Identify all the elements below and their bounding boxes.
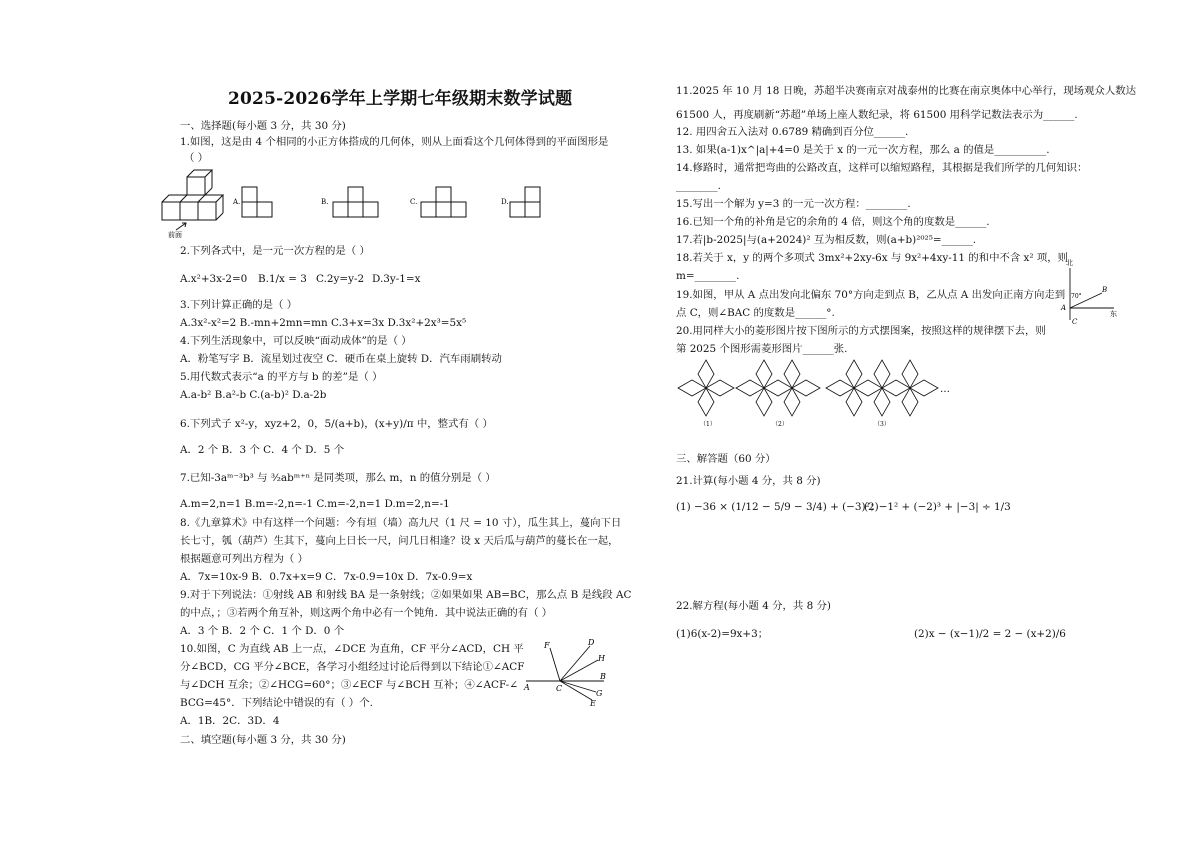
q2-option-b: B.1/x = 3 xyxy=(258,273,307,285)
question-2-text: 2.下列各式中，是一元一次方程的是（ ） xyxy=(180,245,370,257)
q2-option-d: D.3y-1=x xyxy=(372,273,421,285)
q2-option-c: C.2y=y-2 xyxy=(316,273,365,285)
question-1-text: 1.如图，这是由 4 个相同的小正方体搭成的几何体，则从上面看这个几何体得到的平面图形是 xyxy=(180,136,609,148)
q1-option-d-figure xyxy=(510,187,540,217)
section-heading-solve: 三、解答题（60 分） xyxy=(676,453,776,465)
question-10-line-1: 10.如图，C 为直线 AB 上一点，∠DCE 为直角，CF 平分∠ACD，CH 平 xyxy=(180,643,524,655)
q1-option-d-label: D. xyxy=(501,198,509,206)
question-8-options: A．7x=10x-9 B．0.7x+x=9 C．7x-0.9=10x D．7x-0.9=x xyxy=(180,571,473,583)
question-21-text: 21.计算(每小题 4 分，共 8 分) xyxy=(676,475,821,487)
question-8-line-2: 长七寸，瓠（葫芦）生其下，蔓向上日长一尺，问几日相逢？设 x 天后瓜与葫芦的蔓长在一起， xyxy=(180,535,619,547)
question-9-options: A．3 个 B．2 个 C．1 个 D．0 个 xyxy=(180,625,345,637)
page-title: 2025-2026学年上学期七年级期末数学试题 xyxy=(228,89,573,109)
question-5-options: A.a-b² B.a²-b C.(a-b)² D.a-2b xyxy=(180,389,327,401)
angle-70-label: 70° xyxy=(1071,293,1082,300)
east-label: 东 xyxy=(1110,310,1117,318)
question-10-line-4: BCG=45°．下列结论中错误的有（ ）个. xyxy=(180,697,373,709)
question-12-text: 12. 用四舍五入法对 0.6789 精确到百分位______. xyxy=(676,126,909,138)
pattern-2 xyxy=(736,360,820,416)
question-18-line-2: m=________. xyxy=(676,270,740,282)
question-19-line-1: 19.如图，甲从 A 点出发向北偏东 70°方向走到点 B，乙从点 A 出发向正南方向走到 xyxy=(676,289,1066,301)
rhombus-pattern xyxy=(676,358,966,430)
q1-option-a-label: A. xyxy=(233,198,241,206)
label-g: G xyxy=(596,689,603,698)
question-15-text: 15.写出一个解为 y=3 的一元一次方程：________. xyxy=(676,198,911,210)
question-17-text: 17.若|b-2025|与(a+2024)² 互为相反数，则(a+b)²⁰²⁵=______. xyxy=(676,234,977,246)
q1-option-b-label: B. xyxy=(321,198,329,206)
question-20-line-1: 20.用同样大小的菱形图片按下图所示的方式摆图案，按照这样的规律摆下去，则 xyxy=(676,325,1046,337)
question-18-line-1: 18.若关于 x，y 的两个多项式 3mx²+2xy-6x 与 9x²+4xy-11 的和中不含 x² 项，则 xyxy=(676,252,1069,264)
question-8-line-3: 根据题意可列出方程为（ ） xyxy=(180,553,308,565)
question-6-options: A．2 个 B．3 个 C．4 个 D．5 个 xyxy=(180,444,345,456)
question-14-line-2: ________. xyxy=(676,180,721,192)
question-4-text: 4.下列生活现象中，可以反映“面动成体”的是（ ） xyxy=(180,335,412,347)
point-a-label: A xyxy=(1061,304,1067,312)
point-b-label: B xyxy=(1102,286,1108,294)
question-11-line-2: 61500 人，再度刷新“苏超”单场上座人数纪录，将 61500 用科学记数法表示为______. xyxy=(676,109,1078,121)
pattern-caption-2: （2） xyxy=(772,421,788,428)
q2-option-a: A.x²+3x-2=0 xyxy=(180,273,248,285)
question-4-options: A．粉笔写字 B．流星划过夜空 C．硬币在桌上旋转 D．汽车雨刷转动 xyxy=(180,353,502,365)
question-21-part-1: (1) −36 × (1/12 − 5/9 − 3/4) + (−3)²； xyxy=(676,501,881,513)
section-heading-fill: 二、填空题(每小题 3 分，共 30 分) xyxy=(180,734,346,746)
front-label: 前面 xyxy=(168,231,182,239)
question-11-line-1: 11.2025 年 10 月 18 日晚，苏超半决赛南京对战泰州的比赛在南京奥体中心举行，现场观众人数达 xyxy=(676,85,1136,97)
question-8-line-1: 8.《九章算术》中有这样一个问题：今有垣（墙）高九尺（1 尺 = 10 寸），瓜生其上，蔓向下日 xyxy=(180,517,622,529)
question-3-text: 3.下列计算正确的是（ ） xyxy=(180,299,298,311)
question-10-line-3: 与∠DCH 互余；②∠HCG=60°；③∠ECF 与∠BCH 互补；④∠ACF-∠ xyxy=(180,679,518,691)
question-6-text: 6.下列式子 x²-y，xyz+2，0，5/(a+b)，(x+y)/π 中，整式有（ ） xyxy=(180,418,493,430)
cube-figure xyxy=(158,170,558,239)
question-22-part-2: (2)x − (x−1)/2 = 2 − (x+2)/6 xyxy=(914,628,1066,640)
label-d: D xyxy=(588,638,595,647)
pattern-3 xyxy=(826,360,938,416)
question-10-line-2: 分∠BCD，CG 平分∠BCE，各学习小组经过讨论后得到以下结论①∠ACF xyxy=(180,661,525,673)
question-9-line-1: 9.对于下列说法：①射线 AB 和射线 BA 是一条射线；②如果如果 AB=BC，那么点 B 是线段 AC xyxy=(180,589,632,601)
q1-option-a-figure xyxy=(242,187,272,217)
question-20-line-2: 第 2025 个图形需菱形图片______张. xyxy=(676,343,848,355)
question-21-part-2: (2)−1² + (−2)³ + |−3| ÷ 1/3 xyxy=(864,501,1011,513)
question-7-text: 7.已知-3aᵐ⁻³b³ 与 ³⁄₂abᵐ⁺ⁿ 是同类项，那么 m，n 的值分别是（ ） xyxy=(180,472,496,484)
label-f: F xyxy=(544,641,550,650)
angle-figure xyxy=(520,638,610,708)
north-label: 北 xyxy=(1066,259,1073,267)
label-b: B xyxy=(600,672,606,681)
question-19-line-2: 点 C，则∠BAC 的度数是______°. xyxy=(676,307,835,319)
label-h: H xyxy=(598,654,605,663)
point-c-label: C xyxy=(1072,318,1078,326)
label-a: A xyxy=(524,683,530,692)
question-10-options: A．1B．2C．3D．4 xyxy=(180,715,280,727)
label-c: C xyxy=(556,684,563,693)
question-9-line-2: 的中点，；③若两个角互补，则这两个角中必有一个钝角．其中说法正确的有（ ） xyxy=(180,607,553,619)
question-3-options: A.3x²-x²=2 B.-mn+2mn=mn C.3+x=3x D.3x²+2x³=5x⁵ xyxy=(180,317,467,329)
question-5-text: 5.用代数式表示“a 的平方与 b 的差”是（ ） xyxy=(180,371,383,383)
section-heading-choice: 一、选择题(每小题 3 分，共 30 分) xyxy=(180,120,346,132)
pattern-1 xyxy=(678,360,734,416)
compass-figure xyxy=(1060,258,1120,328)
pattern-caption-3: （3） xyxy=(874,421,890,428)
pattern-ellipsis: … xyxy=(940,384,950,395)
q1-option-b-figure xyxy=(333,187,378,217)
q1-option-c-figure xyxy=(421,187,466,217)
pattern-caption-1: （1） xyxy=(700,421,716,428)
q1-option-c-label: C. xyxy=(410,198,418,206)
label-e: E xyxy=(590,699,596,708)
question-7-options: A.m=2,n=1 B.m=-2,n=-1 C.m=-2,n=1 D.m=2,n=-1 xyxy=(180,498,450,510)
question-16-text: 16.已知一个角的补角是它的余角的 4 倍，则这个角的度数是______. xyxy=(676,216,990,228)
question-22-part-1: (1)6(x-2)=9x+3； xyxy=(676,628,769,640)
question-22-text: 22.解方程(每小题 4 分，共 8 分) xyxy=(676,600,831,612)
question-14-line-1: 14.修路时，通常把弯曲的公路改直，这样可以缩短路程，其根据是我们所学的几何知识： xyxy=(676,162,1088,174)
question-13-text: 13. 如果(a-1)x^|a|+4=0 是关于 x 的一元一次方程，那么 a 的值是__________. xyxy=(676,144,1050,156)
question-1-blank: （ ） xyxy=(184,152,209,164)
